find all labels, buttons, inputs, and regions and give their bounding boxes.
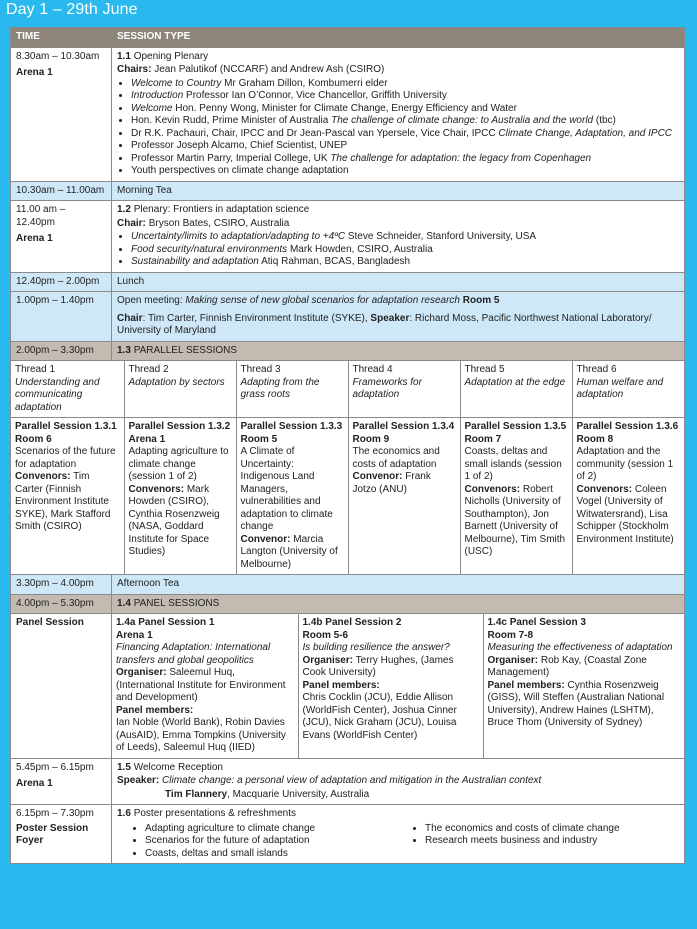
parallel-time: 2.00pm – 3.30pm [11,341,112,361]
list-item: • Food security/natural environments Mark Howden, CSIRO, Australia [131,244,679,257]
list-item: • Hon. Kevin Rudd, Prime Minister of Australia The challenge of climate change: to Australia and the world (tbc) [131,115,679,128]
opening-chairs-label: Chairs: [117,64,152,75]
list-item: • Professor Martin Parry, Imperial College, UK The challenge for adaptation: the legacy from Copenhagen [131,153,679,166]
panel-time: 4.00pm – 5.30pm [11,594,112,614]
list-item: • Adapting agriculture to climate change [145,823,399,836]
panel-session-cell: 1.4c Panel Session 3 Room 7-8 Measuring the effectiveness of adaptation Organiser: Rob Kay, (Coastal Zone Management) Panel members: Cynthia Rosenzweig (GISS), Will Steffen (Australian National University), Andrew Haines (LSHTM), Bruce Thom (University of Sydney) [483,614,684,758]
lunch-row [11,272,685,292]
plenary2-time-cell [11,201,112,273]
list-item: • Coasts, deltas and small islands [145,848,399,861]
afternoon-tea-time: 3.30pm – 4.00pm [11,575,112,595]
poster-cell: 1.6 Poster presentations & refreshments • Adapting agriculture to climate change • Scenarios for the future of adaptation • Coasts, deltas and small islands • The economics and costs of climate change • Research meets business and industry [112,805,685,864]
thread-cell: Thread 5 Adaptation at the edge [460,361,572,418]
list-item: • The economics and costs of climate change [425,823,679,836]
list-item: • Research meets business and industry [425,835,679,848]
threads-row [11,361,684,418]
poster-list-left [117,823,399,861]
panel-header-row [11,594,685,614]
list-item: • Welcome Hon. Penny Wong, Minister for Climate Change, Energy Efficiency and Water [131,103,679,116]
lunch-time: 12.40pm – 2.00pm [11,272,112,292]
parallel-session-cell: Parallel Session 1.3.2 Arena 1 Adapting agriculture to climate change (session 1 of 2) Convenors: Mark Howden (CSIRO), Cynthia Rosenzweig (NASA, Goddard Institute for Space Studies) [124,418,236,575]
list-item: • Introduction Professor Ian O’Connor, Vice Chancellor, Griffith University [131,90,679,103]
open-meeting-row [11,292,685,342]
schedule-table [10,27,685,864]
opening-chairs: Jean Palutikof (NCCARF) and Andrew Ash (CSIRO) [154,64,385,75]
open-meeting-cell: Open meeting: Making sense of new global scenarios for adaptation research Room 5 Chair: Tim Carter, Finnish Environment Institute (SYKE), Speaker: Richard Moss, Pacific Northwest National Laboratory/ University of Maryland [112,292,685,342]
list-item: • Sustainability and adaptation Atiq Rahman, BCAS, Bangladesh [131,256,679,269]
poster-time-cell: 6.15pm – 7.30pm Poster Session Foyer [11,805,112,864]
plenary2-row [11,201,685,273]
opening-time: 8.30am – 10.30am [16,50,100,62]
panel-session-cell: 1.4b Panel Session 2 Room 5-6 Is building resilience the answer? Organiser: Terry Hughes, (James Cook University) Panel members: Chris Cocklin (JCU), Eddie Allison (WorldFish Center), Joshua Cinner (JCU), Nick Graham (JCU), Louisa Evans (WorldFish Center) [298,614,483,758]
list-item: • Welcome to Country Mr Graham Dillon, Kombumerri elder [131,78,679,91]
sessions-row [11,418,684,575]
list-item: • Dr R.K. Pachauri, Chair, IPCC and Dr Jean-Pascal van Ypersele, Vice Chair, IPCC Climate Change, Adaptation, and IPCC [131,128,679,141]
parallel-grid [11,361,685,575]
parallel-session-cell: Parallel Session 1.3.5 Room 7 Coasts, deltas and small islands (session 1 of 2) Convenors: Robert Nicholls (University of Southampton), Jon Barnett (University of Melbourne), Tim Smith (USC) [460,418,572,575]
opening-session-cell [112,47,685,181]
opening-code: 1.1 [117,50,131,62]
morning-tea-time: 10.30am – 11.00am [11,181,112,201]
plenary2-title: Plenary: Frontiers in adaptation science [133,204,310,215]
day-title: Day 1 – 29th June [6,1,138,18]
parallel-session-cell: Parallel Session 1.3.6 Room 8 Adaptation and the community (session 1 of 2) Convenors: Coleen Vogel (University of Witwatersrand), Lisa Schipper (Stockholm Environment Institute) [572,418,684,575]
lunch-label: Lunch [112,272,685,292]
reception-cell: 1.5 Welcome Reception Speaker: Climate change: a personal view of adaptation and mitigation in the Australian context Tim Flannery, Macquarie University, Australia [112,758,685,805]
panel-row [11,614,685,759]
plenary2-time: 11.00 am – 12.40pm [16,204,66,228]
reception-row [11,758,685,805]
plenary2-session-cell: 1.2 Plenary: Frontiers in adaptation science Chair: Bryson Bates, CSIRO, Australia • Uncertainty/limits to adaptation/adapting to +4ºC Steve Schneider, Stanford University, USA • Food security/natural environments Mark Howden, CSIRO, Australia • Sustainability and adaptation Atiq Rahman, BCAS, Bangladesh [112,201,685,273]
poster-row [11,805,685,864]
panel-sessions-row [112,614,684,758]
panel-label-cell: Panel Session [11,614,112,759]
panel-session-cell: 1.4a Panel Session 1 Arena 1 Financing Adaptation: International transfers and global geopolitics Organiser: Saleemul Huq, (International Institute for Environment and Development) Panel members: Ian Noble (World Bank), Robin Davies (AusAID), Emma Tompkins (University of Leeds), Saleemul Huq (IIED) [116,617,286,753]
parallel-title-cell: 1.3 PARALLEL SESSIONS [112,341,685,361]
header-row [11,28,685,48]
open-meeting-time: 1.00pm – 1.40pm [11,292,112,342]
opening-row [11,47,685,181]
session-type-header: SESSION TYPE [112,28,685,48]
thread-cell: Thread 1 Understanding and communicating adaptation [11,361,124,418]
parallel-session-cell: Parallel Session 1.3.1 Room 6 Scenarios of the future for adaptation Convenors: Tim Carter (Finnish Environment Institute SYKE), Mark Stafford Smith (CSIRO) [15,421,117,532]
plenary2-list [117,231,679,269]
afternoon-tea-label: Afternoon Tea [112,575,685,595]
thread-cell: Thread 4 Frameworks for adaptation [348,361,460,418]
list-item: • Youth perspectives on climate change adaptation [131,165,679,178]
poster-list-right [399,823,679,861]
thread-cell: Thread 6 Human welfare and adaptation [572,361,684,418]
opening-time-cell [11,47,112,181]
panel-title-cell: 1.4 PANEL SESSIONS [112,594,685,614]
thread-cell: Thread 3 Adapting from the grass roots [236,361,348,418]
opening-title: Opening Plenary [133,50,209,62]
plenary2-venue: Arena 1 [16,233,53,244]
morning-tea-row [11,181,685,201]
list-item: • Uncertainty/limits to adaptation/adapting to +4ºC Steve Schneider, Stanford University, USA [131,231,679,244]
list-item: • Scenarios for the future of adaptation [145,835,399,848]
list-item: • Professor Joseph Alcamo, Chief Scientist, UNEP [131,140,679,153]
parallel-header-row [11,341,685,361]
panel-sessions [112,614,685,759]
afternoon-tea-row [11,575,685,595]
opening-list [117,78,679,178]
morning-tea-label: Morning Tea [112,181,685,201]
plenary2-chair: Bryson Bates, CSIRO, Australia [148,217,290,229]
parallel-grid-row [11,361,685,575]
thread-cell: Thread 2 Adaptation by sectors [124,361,236,418]
opening-venue: Arena 1 [16,67,53,78]
time-header: TIME [11,28,112,48]
parallel-session-cell: Parallel Session 1.3.4 Room 9 The economics and costs of adaptation Convenor: Frank Jotzo (ANU) [348,418,460,575]
reception-time-cell: 5.45pm – 6.15pm Arena 1 [11,758,112,805]
parallel-session-cell: Parallel Session 1.3.3 Room 5 A Climate of Uncertainty: Indigenous Land Managers, vulnerabilities and adaptation to climate change Convenor: Marcia Langton (University of Melbourne) [236,418,348,575]
